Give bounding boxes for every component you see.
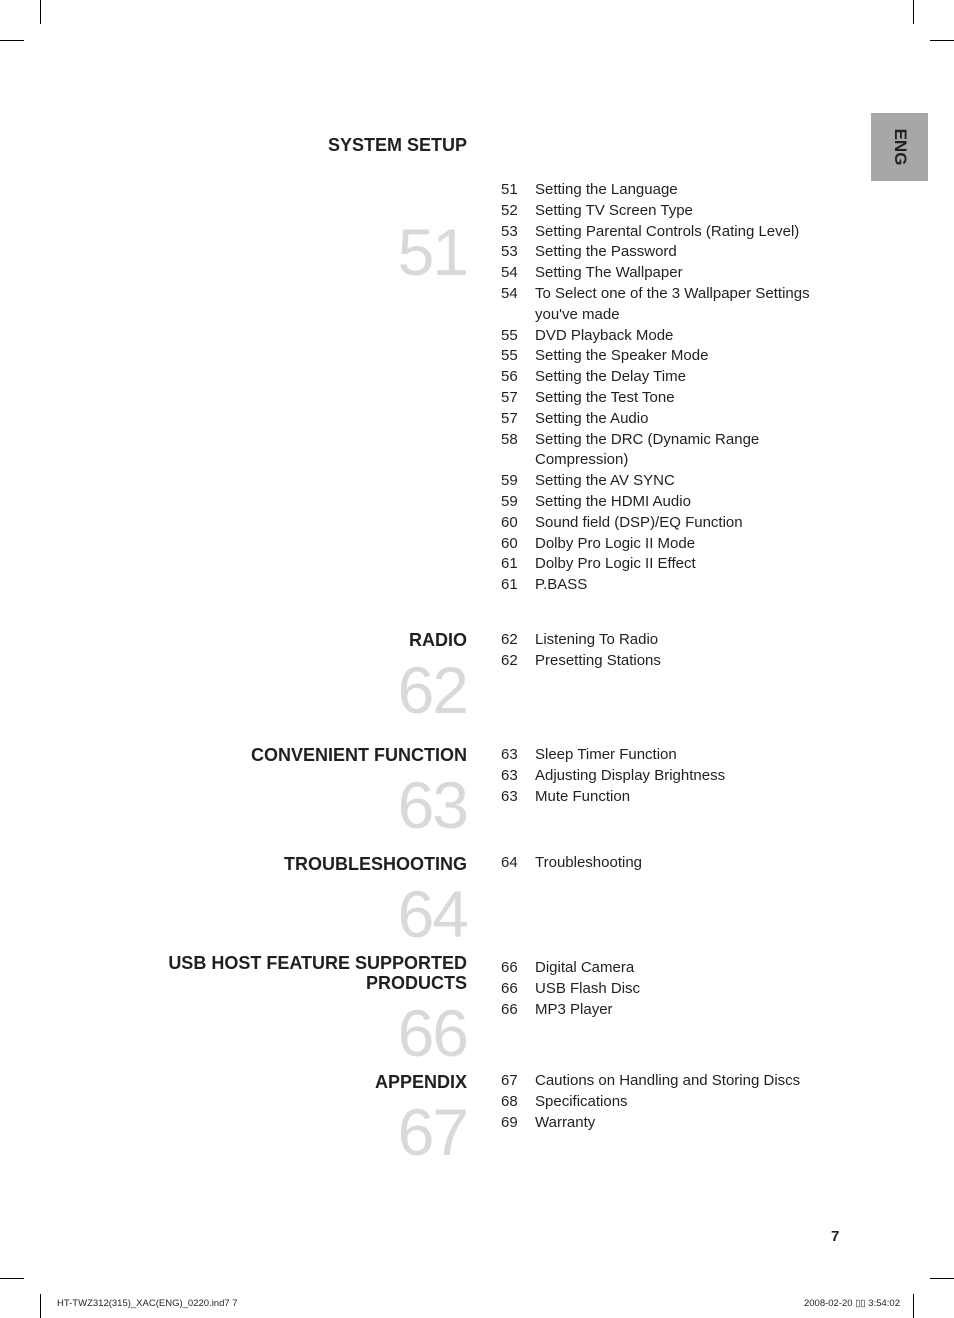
toc-entry-page: 54 bbox=[501, 284, 518, 302]
language-tab bbox=[871, 113, 928, 181]
toc-entry-title: Setting the Speaker Mode bbox=[535, 347, 709, 365]
toc-entry-page: 61 bbox=[501, 576, 518, 594]
toc-list bbox=[501, 958, 835, 1020]
crop-mark bbox=[930, 40, 954, 41]
toc-entry-title: MP3 Player bbox=[535, 1000, 613, 1018]
toc-entry-title: Setting the DRC (Dynamic Range Compression) bbox=[535, 430, 760, 469]
toc-entry[interactable] bbox=[501, 630, 835, 651]
toc-entry[interactable] bbox=[501, 1000, 835, 1021]
toc-entry-page: 54 bbox=[501, 264, 518, 282]
toc-entry-page: 56 bbox=[501, 368, 518, 386]
toc-entry-page: 53 bbox=[501, 243, 518, 261]
toc-entry[interactable] bbox=[501, 958, 835, 979]
toc-entry-page: 66 bbox=[501, 1000, 518, 1018]
section-title: CONVENIENT FUNCTION bbox=[251, 745, 467, 765]
toc-entry-page: 68 bbox=[501, 1092, 518, 1110]
toc-entry-title: Sound field (DSP)/EQ Function bbox=[535, 513, 743, 531]
toc-entry[interactable] bbox=[501, 201, 835, 222]
toc-entry-title: Setting Parental Controls (Rating Level) bbox=[535, 222, 800, 240]
toc-entry-page: 58 bbox=[501, 430, 518, 448]
toc-entry-title: Adjusting Display Brightness bbox=[535, 766, 726, 784]
toc-list bbox=[501, 180, 835, 596]
section-title: USB HOST FEATURE SUPPORTED PRODUCTS bbox=[168, 953, 467, 993]
toc-entry-page: 67 bbox=[501, 1072, 518, 1089]
toc-entry-title: Sleep Timer Function bbox=[535, 746, 677, 763]
toc-entry[interactable] bbox=[501, 651, 835, 672]
section-title: APPENDIX bbox=[374, 1072, 467, 1092]
language-tab-label: ENG bbox=[890, 128, 910, 166]
toc-entry-page: 62 bbox=[501, 651, 518, 669]
toc-entry[interactable] bbox=[501, 766, 835, 787]
toc-list bbox=[501, 630, 835, 672]
toc-list bbox=[501, 1071, 835, 1133]
section-title: SYSTEM SETUP bbox=[327, 135, 467, 155]
toc-entry[interactable] bbox=[501, 534, 835, 555]
section-page-number: 64 bbox=[397, 877, 467, 951]
toc-entry-title: Mute Function bbox=[535, 787, 631, 805]
toc-entry[interactable] bbox=[501, 745, 835, 766]
toc-entry[interactable] bbox=[501, 471, 835, 492]
crop-mark bbox=[913, 0, 914, 24]
toc-entry-page: 64 bbox=[501, 854, 518, 871]
toc-entry-page: 60 bbox=[501, 513, 518, 531]
crop-mark bbox=[930, 1278, 954, 1279]
crop-mark bbox=[40, 0, 41, 24]
toc-entry[interactable] bbox=[501, 979, 835, 1000]
toc-entry[interactable] bbox=[501, 222, 835, 243]
toc-entry[interactable] bbox=[501, 263, 835, 284]
toc-entry-title: Setting The Wallpaper bbox=[535, 264, 683, 282]
toc-entry-title: Setting the Audio bbox=[535, 409, 649, 427]
toc-entry-page: 53 bbox=[501, 222, 518, 240]
toc-entry-page: 66 bbox=[501, 959, 518, 976]
footer-filename: HT-TWZ312(315)_XAC(ENG)_0220.ind7 7 bbox=[57, 1298, 238, 1309]
toc-entry-page: 63 bbox=[501, 746, 518, 763]
toc-entry-page: 69 bbox=[501, 1113, 518, 1131]
toc-entry[interactable] bbox=[501, 554, 835, 575]
toc-entry-page: 62 bbox=[501, 631, 518, 648]
toc-entry[interactable] bbox=[501, 787, 835, 808]
toc-entry-title: Setting TV Screen Type bbox=[535, 201, 693, 219]
toc-entry-page: 59 bbox=[501, 472, 518, 490]
toc-entry-title: USB Flash Disc bbox=[535, 979, 641, 997]
toc-entry-page: 55 bbox=[501, 326, 518, 344]
toc-entry[interactable] bbox=[501, 242, 835, 263]
toc-entry[interactable] bbox=[501, 1092, 835, 1113]
toc-entry[interactable] bbox=[501, 284, 835, 326]
toc-list bbox=[501, 853, 835, 874]
toc-entry-title: Setting the Test Tone bbox=[535, 388, 675, 406]
toc-entry-title: DVD Playback Mode bbox=[535, 326, 674, 344]
toc-entry[interactable] bbox=[501, 367, 835, 388]
toc-entry[interactable] bbox=[501, 430, 835, 472]
toc-entry-title: Setting the HDMI Audio bbox=[535, 492, 691, 510]
toc-entry-page: 55 bbox=[501, 347, 518, 365]
footer-datetime: 2008-02-20 ▯▯ 3:54:02 bbox=[803, 1298, 900, 1309]
toc-entry[interactable] bbox=[501, 180, 835, 201]
toc-entry-title: Setting the Delay Time bbox=[535, 368, 686, 386]
toc-entry[interactable] bbox=[501, 1113, 835, 1134]
toc-entry-title: Specifications bbox=[535, 1092, 628, 1110]
toc-entry-title: Cautions on Handling and Storing Discs bbox=[535, 1072, 801, 1089]
toc-entry-title: Troubleshooting bbox=[535, 854, 643, 871]
toc-entry-page: 63 bbox=[501, 787, 518, 805]
toc-entry-title: Presetting Stations bbox=[535, 651, 661, 669]
toc-entry[interactable] bbox=[501, 853, 835, 874]
toc-entry-page: 57 bbox=[501, 388, 518, 406]
toc-entry-title: Dolby Pro Logic II Effect bbox=[535, 555, 696, 573]
toc-entry-page: 60 bbox=[501, 534, 518, 552]
toc-entry[interactable] bbox=[501, 513, 835, 534]
toc-entry-title: Listening To Radio bbox=[535, 631, 659, 648]
toc-entry[interactable] bbox=[501, 492, 835, 513]
toc-entry-page: 57 bbox=[501, 409, 518, 427]
section-page-number: 67 bbox=[397, 1095, 467, 1169]
crop-mark bbox=[913, 1294, 914, 1318]
toc-entry-title: Warranty bbox=[535, 1113, 596, 1131]
toc-entry-page: 66 bbox=[501, 979, 518, 997]
toc-entry-title: Setting the AV SYNC bbox=[535, 472, 675, 490]
toc-entry-title: Setting the Language bbox=[535, 181, 678, 198]
toc-entry-page: 51 bbox=[501, 181, 518, 198]
toc-entry-title: Dolby Pro Logic II Mode bbox=[535, 534, 696, 552]
page-number: 7 bbox=[831, 1228, 840, 1245]
toc-entry[interactable] bbox=[501, 1071, 835, 1092]
toc-entry-title: Digital Camera bbox=[535, 959, 635, 976]
toc-entry-page: 61 bbox=[501, 555, 518, 573]
toc-entry-title: To Select one of the 3 Wallpaper Settings you've made bbox=[535, 284, 810, 323]
section-title: RADIO bbox=[409, 630, 467, 650]
section-page-number: 66 bbox=[397, 996, 467, 1070]
toc-entry-page: 63 bbox=[501, 766, 518, 784]
toc-entry[interactable] bbox=[501, 326, 835, 347]
toc-entry-page: 52 bbox=[501, 201, 518, 219]
section-title: TROUBLESHOOTING bbox=[284, 854, 467, 874]
toc-entry[interactable] bbox=[501, 575, 835, 596]
section-page-number: 63 bbox=[397, 768, 467, 842]
section-page-number: 62 bbox=[397, 653, 467, 727]
toc-entry-page: 59 bbox=[501, 492, 518, 510]
toc-entry[interactable] bbox=[501, 388, 835, 409]
toc-entry[interactable] bbox=[501, 409, 835, 430]
toc-entry-title: P.BASS bbox=[535, 576, 588, 594]
toc-entry-title: Setting the Password bbox=[535, 243, 677, 261]
crop-mark bbox=[0, 40, 24, 41]
section-page-number: 51 bbox=[397, 215, 467, 289]
crop-mark bbox=[40, 1294, 41, 1318]
toc-entry[interactable] bbox=[501, 346, 835, 367]
toc-list bbox=[501, 745, 835, 807]
crop-mark bbox=[0, 1278, 24, 1279]
